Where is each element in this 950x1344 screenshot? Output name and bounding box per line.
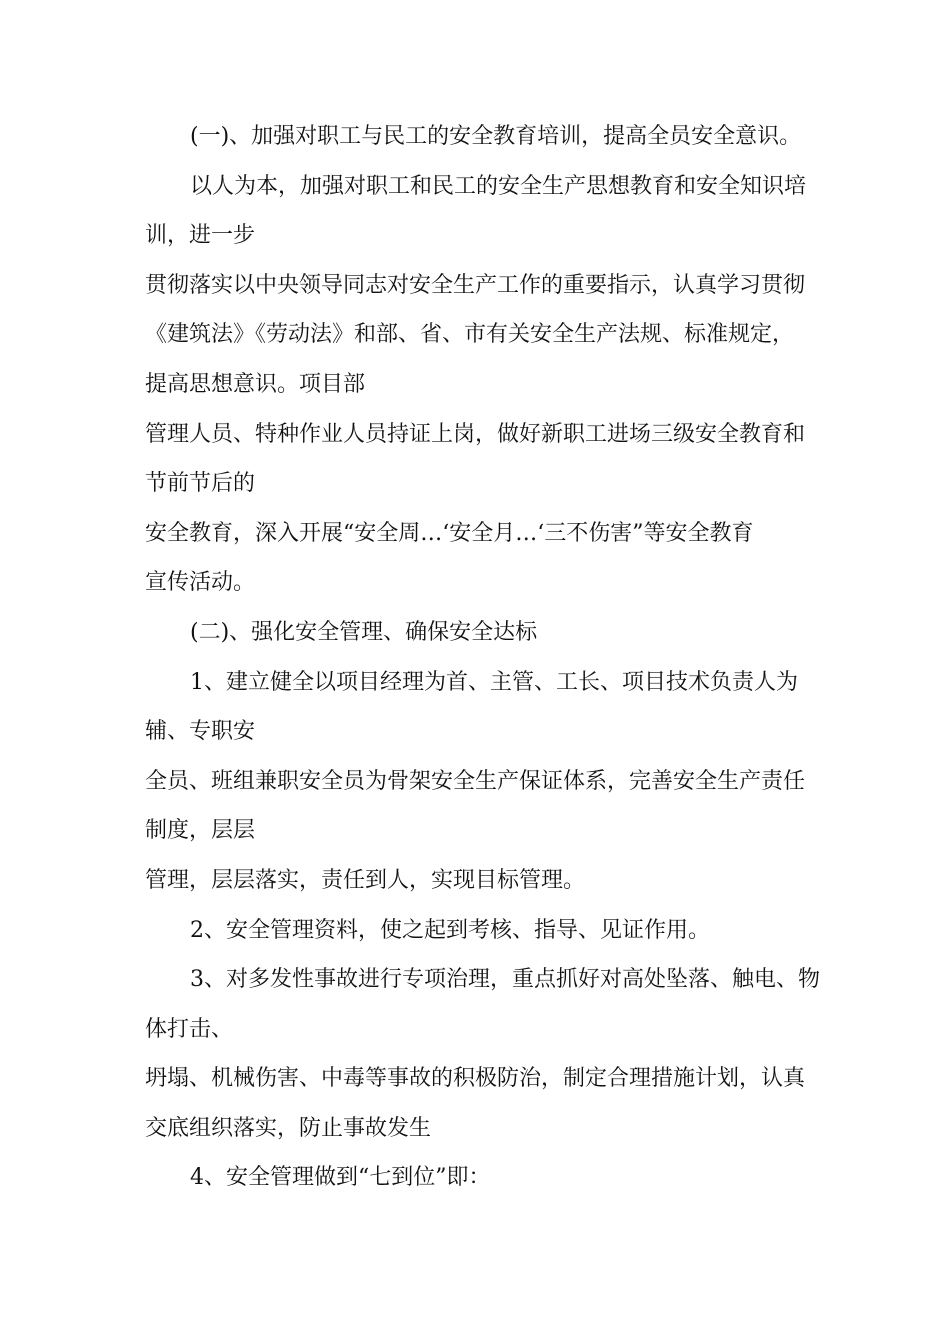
section-heading-2: (二)、强化安全管理、确保安全达标 bbox=[190, 619, 538, 645]
paragraph-line: 训，进一步 bbox=[145, 223, 256, 249]
paragraph-line: 交底组织落实，防止事故发生 bbox=[145, 1115, 432, 1141]
paragraph-line: 管理，层层落实，责任到人，实现目标管理。 bbox=[145, 867, 586, 893]
paragraph-line: 辅、专职安 bbox=[145, 719, 256, 745]
body-text bbox=[145, 112, 820, 1203]
paragraph-line: 《建筑法》《劳动法》和部、省、市有关安全生产法规、标准规定， bbox=[145, 322, 795, 348]
paragraph-line: 管理人员、特种作业人员持证上岗，做好新职工进场三级安全教育和 bbox=[145, 421, 806, 447]
paragraph-line: 体打击、 bbox=[145, 1016, 234, 1042]
paragraph-line: 贯彻落实以中央领导同志对安全生产工作的重要指示，认真学习贯彻 bbox=[145, 272, 806, 298]
paragraph-line: 坍塌、机械伤害、中毒等事故的积极防治，制定合理措施计划，认真 bbox=[145, 1066, 806, 1092]
list-item-1: 1、建立健全以项目经理为首、主管、工长、项目技术负责人为 bbox=[190, 669, 798, 695]
paragraph-line: 以人为本，加强对职工和民工的安全生产思想教育和安全知识培 bbox=[190, 173, 807, 199]
list-item-4: 4、安全管理做到“七到位”即： bbox=[190, 1165, 491, 1191]
paragraph-line: 宣传活动。 bbox=[145, 570, 256, 596]
paragraph-line: 全员、班组兼职安全员为骨架安全生产保证体系，完善安全生产责任 bbox=[145, 768, 806, 794]
list-item-2: 2、安全管理资料，使之起到考核、指导、见证作用。 bbox=[190, 917, 710, 943]
paragraph-line: 节前节后的 bbox=[145, 471, 256, 497]
paragraph-line: 制度，层层 bbox=[145, 818, 256, 844]
section-heading-1: (一)、加强对职工与民工的安全教育培训，提高全员安全意识。 bbox=[190, 124, 802, 149]
paragraph-line: 安全教育，深入开展“安全周…‘安全月…‘三不伤害”等安全教育 bbox=[145, 520, 754, 546]
list-item-3: 3、对多发性事故进行专项治理，重点抓好对高处坠落、触电、物 bbox=[190, 967, 820, 993]
paragraph-line: 提高思想意识。项目部 bbox=[145, 371, 366, 397]
